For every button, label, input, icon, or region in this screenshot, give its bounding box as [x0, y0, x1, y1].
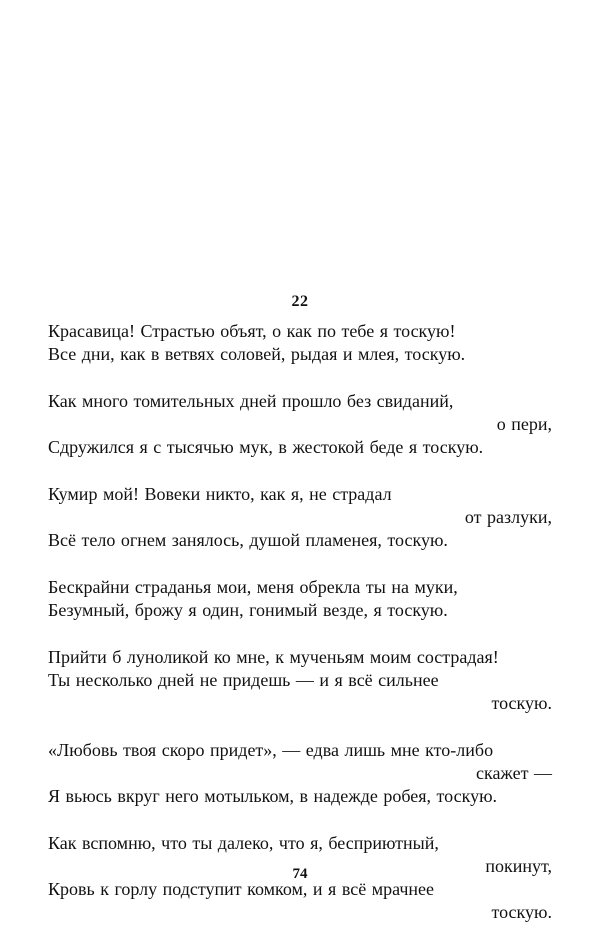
poem-body: [48, 320, 554, 948]
poem-line: Безумный, брожу я один, гонимый везде, я тоскую.: [48, 600, 448, 620]
poem-line-continuation: тоскую.: [491, 693, 552, 713]
poem-line-continuation: о пери,: [496, 414, 552, 434]
poem-line: Сдружился я с тысячью мук, в жестокой беде я тоскую.: [48, 437, 484, 457]
poem-line: Кровь к горлу подступит комком, и я всё мрачнее: [48, 879, 435, 899]
poem-line-continuation: скажет —: [475, 763, 552, 783]
poem-line: «Любовь твоя скоро придет», — едва лишь мне кто-либо: [48, 740, 494, 760]
stanza: [48, 483, 554, 552]
poem-line: Все дни, как в ветвях соловей, рыдая и млея, тоскую.: [48, 344, 466, 364]
poem-line: Ты несколько дней не придешь — и я всё сильнее: [48, 670, 439, 690]
poem-line-continuation: покинут,: [485, 856, 552, 876]
poem-line: Всё тело огнем занялось, душой пламенея, тоскую.: [48, 530, 448, 550]
poem-line: Кумир мой! Вовеки никто, как я, не страдал: [48, 484, 392, 504]
poem-line: Как много томительных дней прошло без свиданий,: [48, 391, 454, 411]
poem-line: Как вспомню, что ты далеко, что я, бесприютный,: [48, 833, 439, 853]
stanza: [48, 646, 554, 715]
poem-number: 22: [291, 293, 309, 310]
stanza: [48, 576, 554, 622]
poem-line: Красавица! Страстью объят, о как по тебе я тоскую!: [48, 321, 456, 341]
poem-line-continuation: тоскую.: [491, 902, 552, 922]
stanza: [48, 739, 554, 808]
poem-line-continuation: от разлуки,: [464, 507, 552, 527]
poem-line: Прийти б луноликой ко мне, к мученьям моим сострадая!: [48, 647, 499, 667]
page-number: 74: [292, 866, 308, 882]
poem-line: Бескрайни страданья мои, меня обрекла ты на муки,: [48, 577, 458, 597]
poem-line: Я вьюсь вкруг него мотыльком, в надежде робея, тоскую.: [48, 786, 498, 806]
stanza: [48, 320, 554, 366]
stanza: [48, 390, 554, 459]
